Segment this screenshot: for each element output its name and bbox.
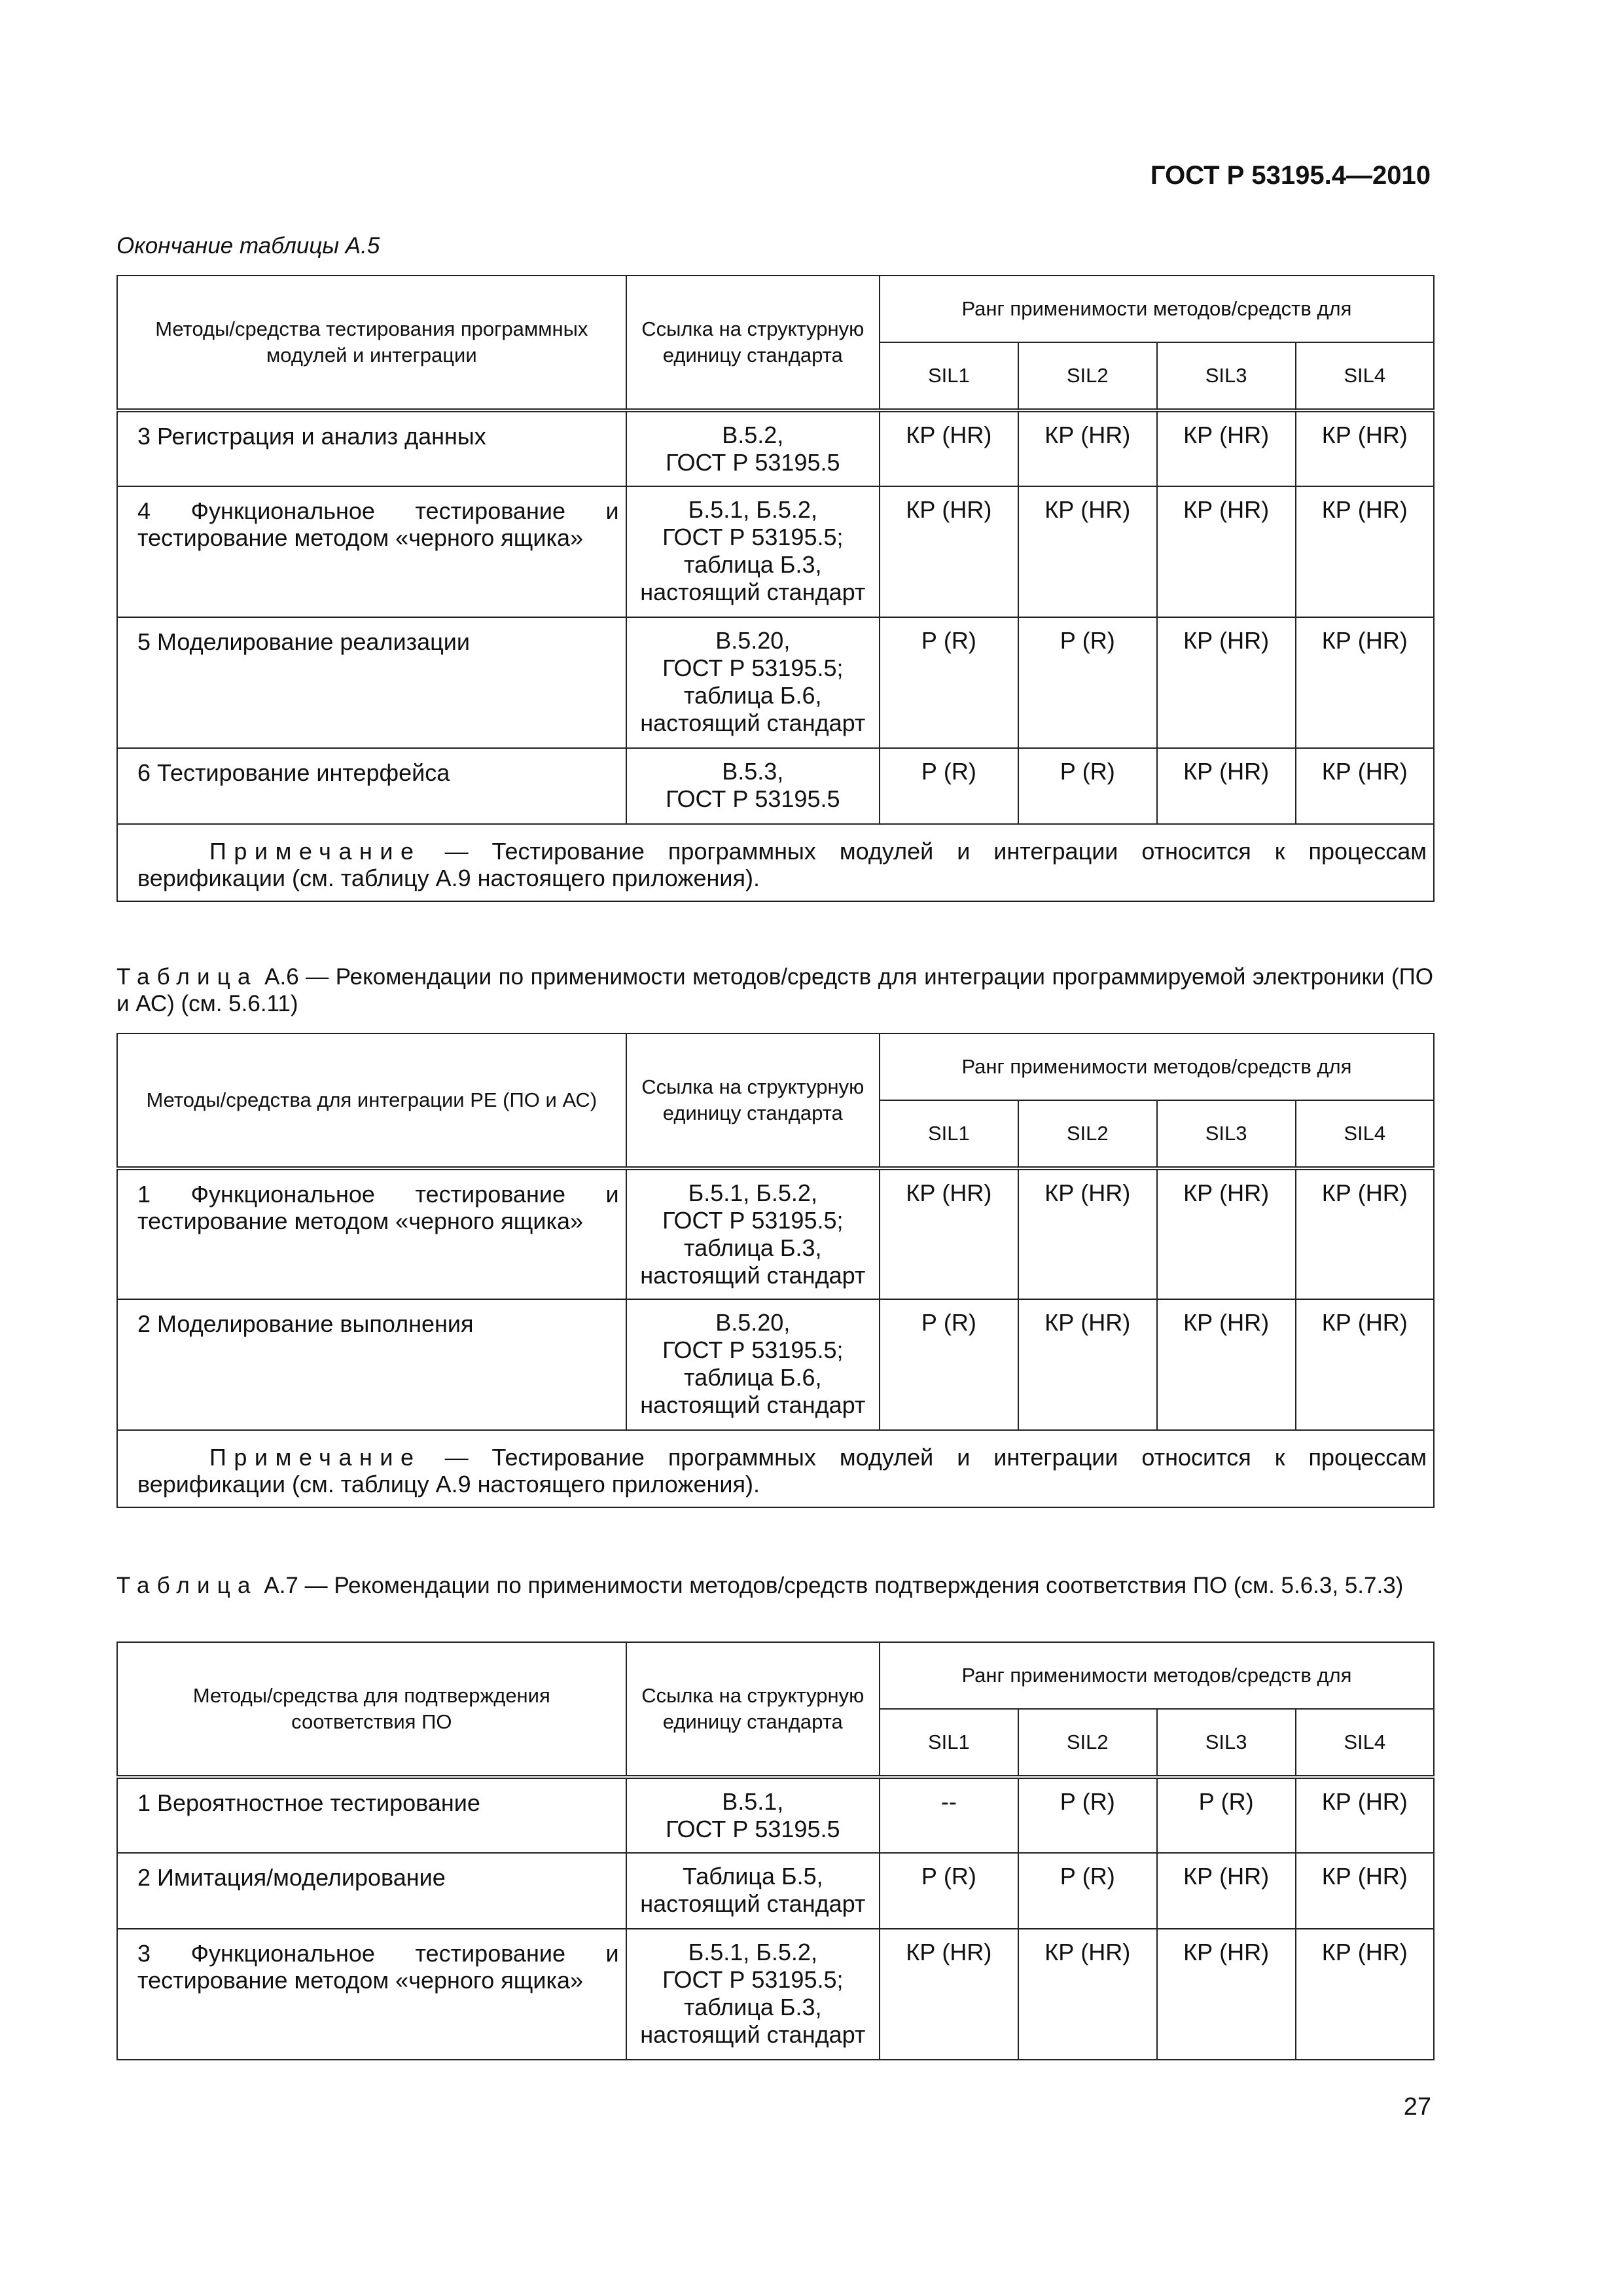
rank-cell: КР (HR) — [1157, 617, 1296, 748]
rank-cell: КР (HR) — [1296, 410, 1434, 486]
reference-cell: В.5.20, ГОСТ Р 53195.5; таблица Б.6, настоящий стандарт — [626, 1299, 880, 1430]
sil-column-header: SIL3 — [1157, 1100, 1296, 1168]
table-a5 — [116, 275, 1435, 902]
header-row — [117, 1642, 1434, 1709]
rank-cell: КР (HR) — [1296, 1929, 1434, 2060]
note-text: — Тестирование программных модулей и интеграции относится к процессам верификации (см. таблицу А.9 настоящего приложения). — [137, 1444, 1427, 1498]
reference-cell: В.5.3, ГОСТ Р 53195.5 — [626, 748, 880, 824]
method-cell: 4 Функциональное тестирование и тестирование методом «черного ящика» — [117, 486, 626, 617]
method-cell: 6 Тестирование интерфейса — [117, 748, 626, 824]
table-a6 — [116, 1033, 1435, 1508]
rank-cell: КР (HR) — [1296, 486, 1434, 617]
note-row — [117, 824, 1434, 901]
reference-column-header: Ссылка на структурную единицу стандарта — [626, 1033, 880, 1168]
rank-cell: КР (HR) — [1157, 1168, 1296, 1299]
rank-cell: КР (HR) — [1296, 1853, 1434, 1929]
rank-cell: -- — [880, 1777, 1018, 1853]
header-row — [117, 1033, 1434, 1100]
rank-cell: Р (R) — [880, 1853, 1018, 1929]
rank-cell: Р (R) — [1018, 748, 1157, 824]
reference-cell: Б.5.1, Б.5.2, ГОСТ Р 53195.5; таблица Б.3, настоящий стандарт — [626, 1168, 880, 1299]
table-row — [117, 748, 1434, 824]
note-row — [117, 1430, 1434, 1507]
table-a7-caption-label: Таблица — [116, 1573, 258, 1598]
rank-column-header: Ранг применимости методов/средств для — [880, 1033, 1434, 1100]
table-a7 — [116, 1641, 1435, 2060]
reference-cell: Б.5.1, Б.5.2, ГОСТ Р 53195.5; таблица Б.3, настоящий стандарт — [626, 1929, 880, 2060]
rank-column-header: Ранг применимости методов/средств для — [880, 1642, 1434, 1709]
rank-cell: КР (HR) — [1296, 1777, 1434, 1853]
sil-column-header: SIL1 — [880, 1709, 1018, 1777]
table-row — [117, 410, 1434, 486]
method-cell: 2 Моделирование выполнения — [117, 1299, 626, 1430]
method-column-header: Методы/средства тестирования программных модулей и интеграции — [117, 276, 626, 410]
rank-cell: КР (HR) — [1018, 486, 1157, 617]
sil-column-header: SIL4 — [1296, 1100, 1434, 1168]
method-cell: 5 Моделирование реализации — [117, 617, 626, 748]
sil-column-header: SIL3 — [1157, 342, 1296, 410]
rank-cell: Р (R) — [880, 617, 1018, 748]
rank-cell: КР (HR) — [1296, 1299, 1434, 1430]
table-row — [117, 1168, 1434, 1299]
method-cell: 3 Регистрация и анализ данных — [117, 410, 626, 486]
rank-cell: Р (R) — [1018, 1777, 1157, 1853]
table-row — [117, 617, 1434, 748]
note-label: Примечание — [209, 1444, 421, 1471]
rank-cell: КР (HR) — [1157, 1853, 1296, 1929]
table-row — [117, 1853, 1434, 1929]
rank-cell: КР (HR) — [1018, 1929, 1157, 2060]
table-row — [117, 1929, 1434, 2060]
rank-cell: КР (HR) — [1157, 748, 1296, 824]
table-note — [117, 824, 1434, 901]
rank-cell: КР (HR) — [1296, 748, 1434, 824]
method-cell: 3 Функциональное тестирование и тестирование методом «черного ящика» — [117, 1929, 626, 2060]
reference-cell: Таблица Б.5, настоящий стандарт — [626, 1853, 880, 1929]
rank-column-header: Ранг применимости методов/средств для — [880, 276, 1434, 342]
method-column-header: Методы/средства для интеграции РЕ (ПО и АС) — [117, 1033, 626, 1168]
rank-cell: КР (HR) — [880, 1929, 1018, 2060]
reference-cell: В.5.2, ГОСТ Р 53195.5 — [626, 410, 880, 486]
note-label: Примечание — [209, 838, 421, 865]
rank-cell: КР (HR) — [1296, 617, 1434, 748]
sil-column-header: SIL2 — [1018, 342, 1157, 410]
header-row — [117, 276, 1434, 342]
table-a6-caption-label: Таблица — [116, 964, 258, 990]
rank-cell: КР (HR) — [1157, 410, 1296, 486]
sil-column-header: SIL2 — [1018, 1100, 1157, 1168]
rank-cell: КР (HR) — [880, 1168, 1018, 1299]
rank-cell: КР (HR) — [1296, 1168, 1434, 1299]
rank-cell: Р (R) — [1157, 1777, 1296, 1853]
rank-cell: КР (HR) — [1157, 1299, 1296, 1430]
table-row — [117, 1777, 1434, 1853]
rank-cell: Р (R) — [880, 1299, 1018, 1430]
document-code: ГОСТ Р 53195.4—2010 — [1150, 161, 1431, 190]
sil-column-header: SIL2 — [1018, 1709, 1157, 1777]
page-number: 27 — [1403, 2093, 1431, 2121]
sil-column-header: SIL1 — [880, 1100, 1018, 1168]
reference-column-header: Ссылка на структурную единицу стандарта — [626, 1642, 880, 1777]
table-a7-caption-text: А.7 — Рекомендации по применимости методов/средств подтверждения соответствия ПО (см. 5.6.3, 5.7.3) — [257, 1573, 1404, 1598]
method-cell: 1 Вероятностное тестирование — [117, 1777, 626, 1853]
rank-cell: КР (HR) — [1157, 486, 1296, 617]
reference-cell: В.5.20, ГОСТ Р 53195.5; таблица Б.6, настоящий стандарт — [626, 617, 880, 748]
method-cell: 1 Функциональное тестирование и тестирование методом «черного ящика» — [117, 1168, 626, 1299]
reference-cell: В.5.1, ГОСТ Р 53195.5 — [626, 1777, 880, 1853]
table-a5-caption: Окончание таблицы А.5 — [116, 233, 380, 259]
reference-column-header: Ссылка на структурную единицу стандарта — [626, 276, 880, 410]
sil-column-header: SIL4 — [1296, 1709, 1434, 1777]
rank-cell: Р (R) — [1018, 1853, 1157, 1929]
table-row — [117, 1299, 1434, 1430]
sil-column-header: SIL3 — [1157, 1709, 1296, 1777]
method-cell: 2 Имитация/моделирование — [117, 1853, 626, 1929]
rank-cell: КР (HR) — [1157, 1929, 1296, 2060]
rank-cell: КР (HR) — [880, 486, 1018, 617]
table-a6-caption-text: А.6 — Рекомендации по применимости методов/средств для интеграции программируемой электроники (ПО и АС) (см. 5.6.11) — [116, 964, 1433, 1016]
sil-column-header: SIL1 — [880, 342, 1018, 410]
reference-cell: Б.5.1, Б.5.2, ГОСТ Р 53195.5; таблица Б.3, настоящий стандарт — [626, 486, 880, 617]
rank-cell: Р (R) — [880, 748, 1018, 824]
rank-cell: КР (HR) — [1018, 1168, 1157, 1299]
rank-cell: КР (HR) — [1018, 1299, 1157, 1430]
sil-column-header: SIL4 — [1296, 342, 1434, 410]
rank-cell: Р (R) — [1018, 617, 1157, 748]
table-a6-caption — [116, 963, 1433, 1017]
rank-cell: КР (HR) — [1018, 410, 1157, 486]
method-column-header: Методы/средства для подтверждения соответствия ПО — [117, 1642, 626, 1777]
rank-cell: КР (HR) — [880, 410, 1018, 486]
table-note — [117, 1430, 1434, 1507]
table-a7-caption — [116, 1572, 1433, 1599]
table-row — [117, 486, 1434, 617]
note-text: — Тестирование программных модулей и интеграции относится к процессам верификации (см. таблицу А.9 настоящего приложения). — [137, 838, 1427, 891]
